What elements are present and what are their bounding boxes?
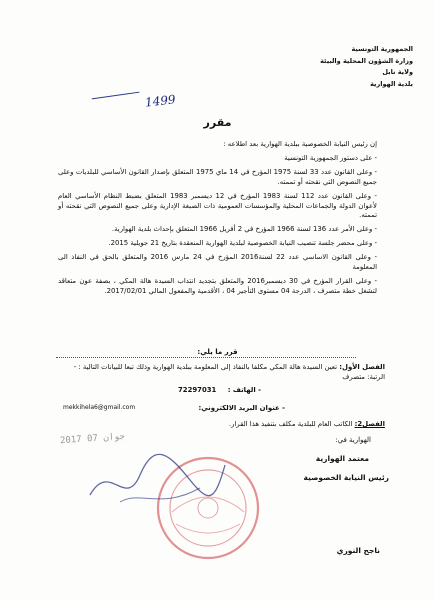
header-municipality: بلدية الهوارية [370, 79, 413, 88]
preamble-item: - وعلى القانون عدد 112 لسنة 1983 المؤرخ في 12 ديسمبر 1983 المتعلق بضبط النظام الأساسي العام لأعوان الدولة والجماعات المحلية والمؤسسات العمومية ذات الصبغة الإدارية وعلى جميع النصوص التي نقحته أو تممته. [58, 191, 377, 220]
signatory-role: رئيس النيابة الخصوصية [303, 473, 389, 482]
preamble-item: - وعلى محضر جلسة تنصيب النيابة الخصوصية لبلدية الهوارية المنعقدة بتاريخ 21 جويلية 2015. [108, 239, 377, 248]
preamble-item: - وعلى القانون الاساسي عدد 22 لسنة2016 المؤرخ في 24 مارس 2016 والمتعلق بالحق في النفاذ الى المعلومة [58, 253, 377, 272]
email-label: - عنوان البريد الالكتروني: [198, 404, 285, 412]
header-republic: الجمهورية التونسية [351, 45, 413, 53]
signature-scribble-icon [80, 440, 230, 520]
reference-mark [92, 92, 141, 106]
article-1-label: الفصل الأول: [339, 363, 385, 371]
letterhead [283, 44, 413, 90]
preamble-item: - وعلى القانون عدد 33 لسنة 1975 المؤرخ في 14 ماي 1975 المتعلق بإصدار القانون الأساسي للبلديات وعلى جميع النصوص التي نقحته أو تممته. [58, 167, 377, 186]
email-address: mekkihela6@gmail.com [63, 404, 136, 411]
phone-label: - الهاتف : [227, 386, 261, 394]
decision-heading: قرر ما يلي: [197, 348, 238, 356]
reference-number: 1499 [144, 92, 177, 110]
signatory-name: ناجح النوري [336, 546, 380, 555]
intro-line: إن رئيس النيابة الخصوصية ببلدية الهوارية بعد اطلاعه : [223, 140, 377, 148]
signatory-title: معتمد الهوارية [315, 454, 369, 463]
preamble-item: - وعلى القرار المؤرخ في 30 ديسمبر2016 والمتعلق بتجديد انتداب السيدة هالة المكي ، بصفة عون متعاقد لتشغل خطة متصرف ، الدرجة 04 مستوى التأجير 04 ، الأقدمية والمفعول المالي 2017/02/01. [58, 276, 377, 295]
date-stamp: 2017 جوان 07 [59, 431, 126, 447]
document-title: مقرر [203, 116, 232, 129]
header-governorate: ولاية نابل [382, 68, 413, 76]
header-ministry: وزارة الشؤون المحلية والبيئة [320, 56, 413, 65]
preamble-item: - وعلى الأمر عدد 136 لسنة 1966 المؤرخ في 2 أفريل 1966 المتعلق بإحداث بلدية الهوارية. [111, 225, 377, 234]
article-2-text: الكاتب العام للبلدية مكلف بتنفيذ هذا القرار. [228, 420, 353, 428]
preamble-item: - على دستور الجمهورية التونسية [284, 153, 377, 162]
article-2-label: الفصل2: [354, 420, 385, 428]
preamble [58, 140, 377, 301]
phone-number: 72297031 [178, 386, 217, 394]
article-1-text: تعين السيدة هالة المكي مكلفا بالنفاذ إلى المعلومة ببلدية الهوارية وذلك تبعا للبيانات التالية : - الرتبة: متصرف [73, 363, 385, 381]
article-2 [229, 420, 385, 428]
article-1 [54, 362, 385, 389]
divider [56, 357, 356, 358]
place-date-line: الهوارية في: [335, 436, 371, 444]
